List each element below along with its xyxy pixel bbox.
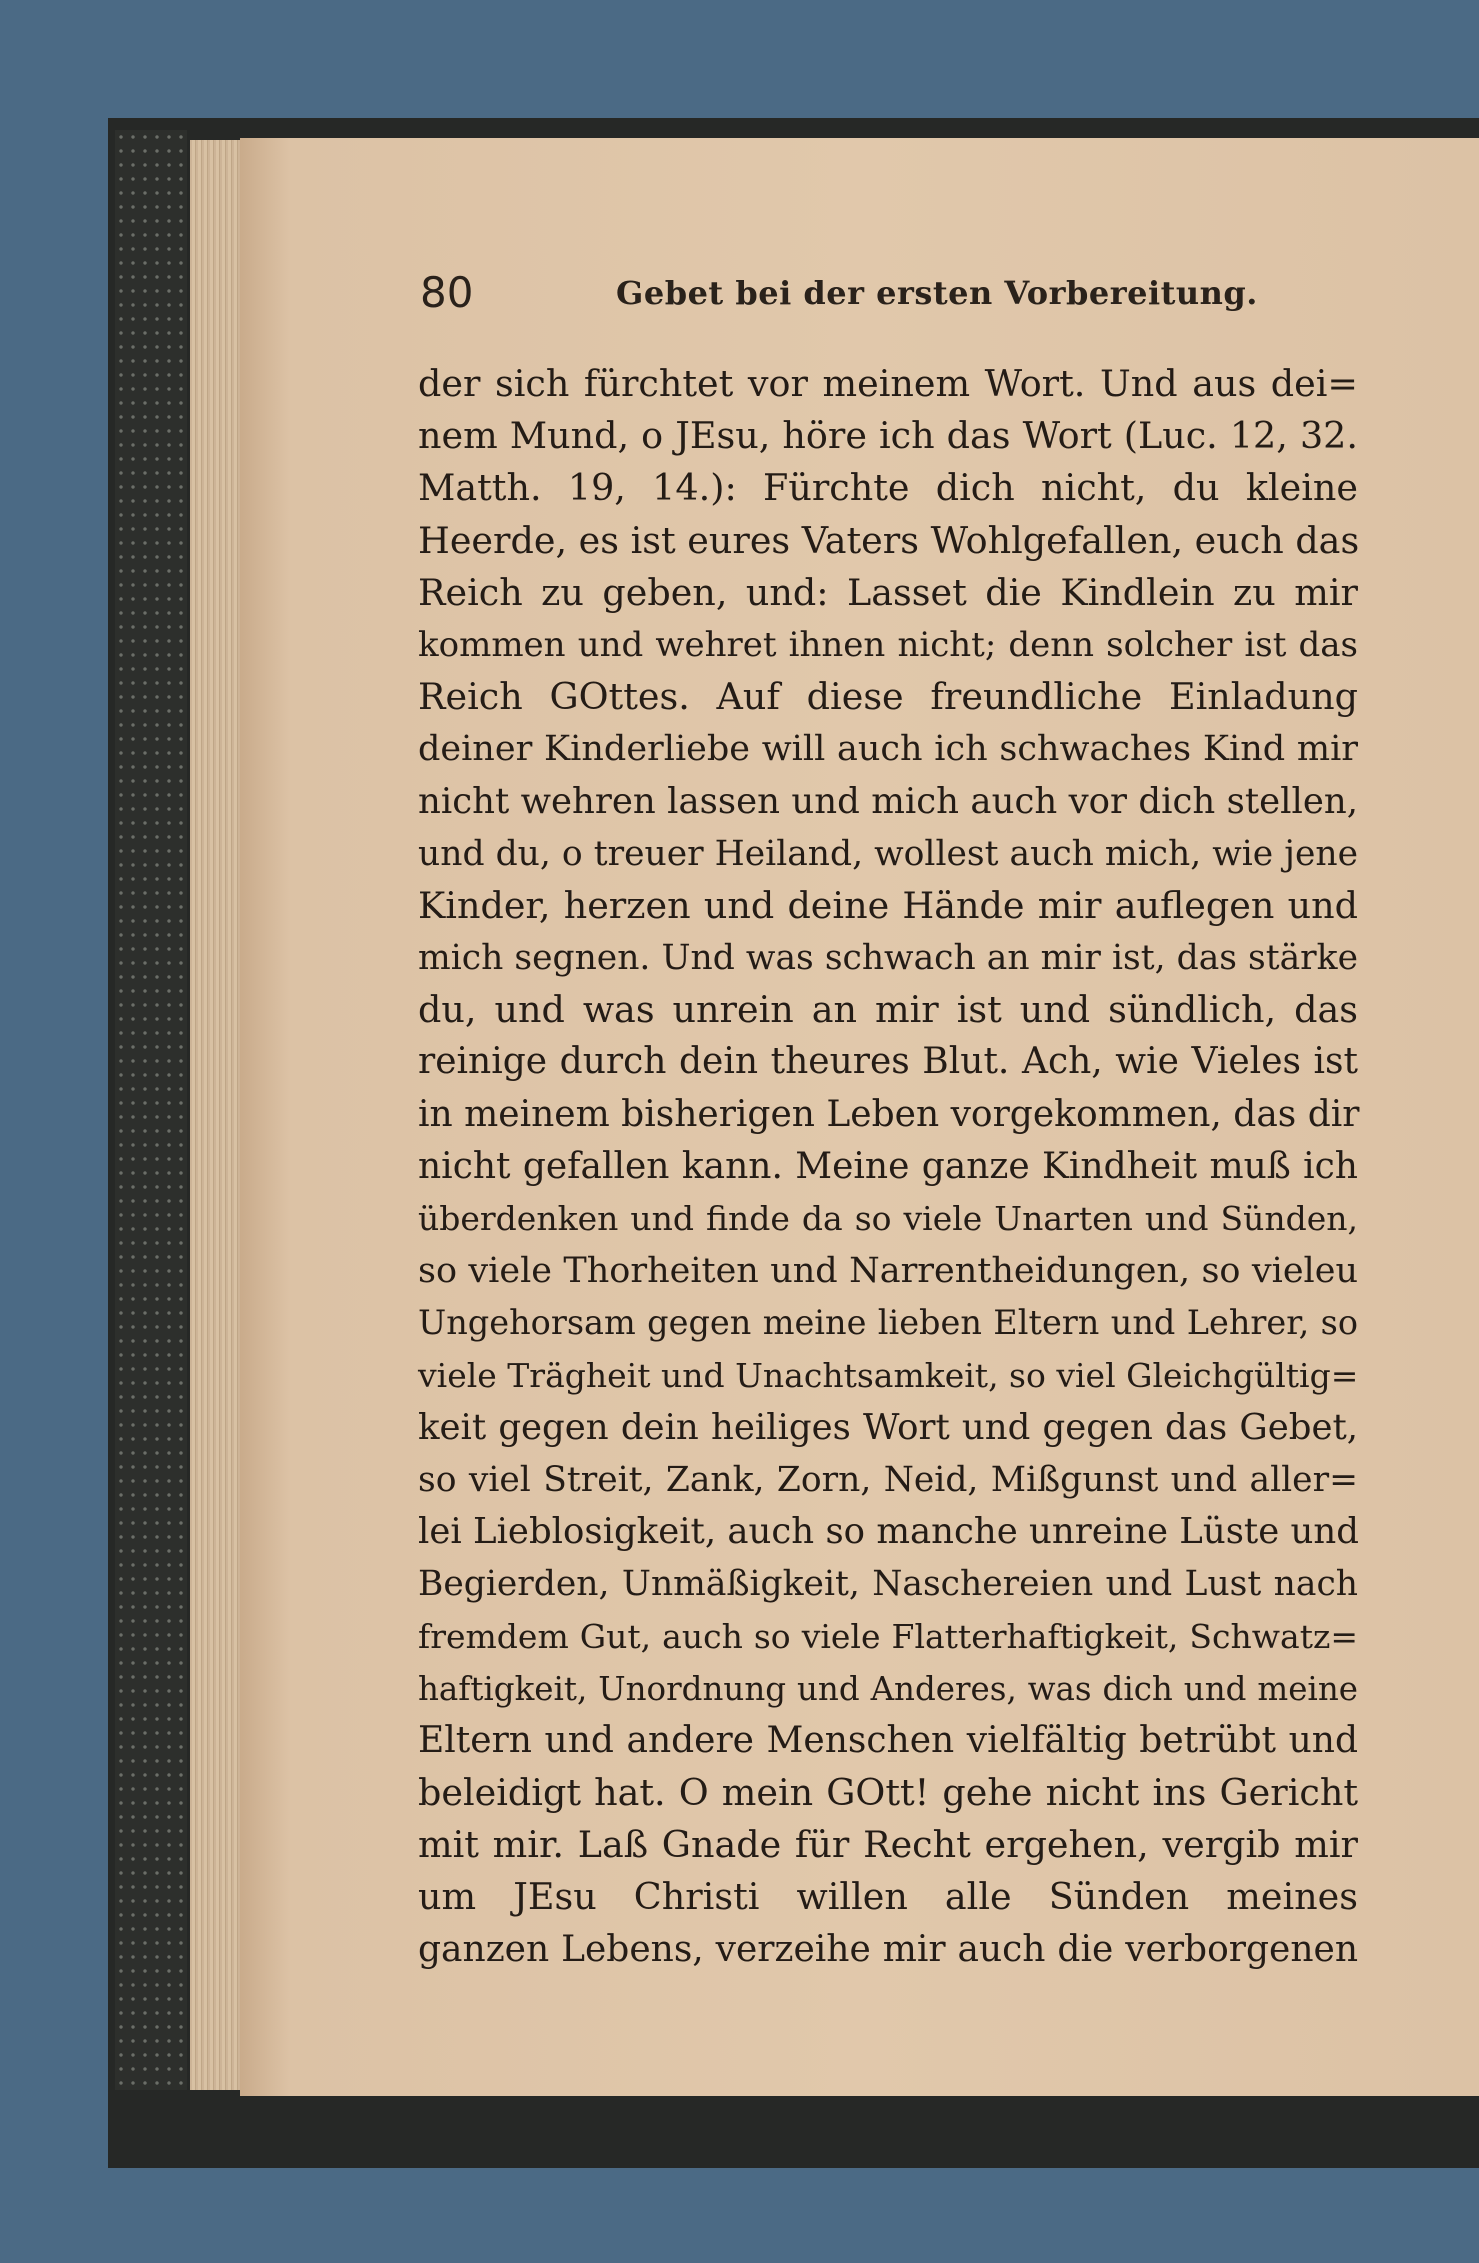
text-line: keit gegen dein heiliges Wort und gegen das Gebet,: [418, 1406, 1358, 1448]
text-line: ganzen Lebens, verzeihe mir auch die verborgenen: [418, 1928, 1358, 1970]
text-line: beleidigt hat. O mein GOtt! gehe nicht ins Gericht: [418, 1771, 1358, 1815]
text-line: viele Trägheit und Unachtsamkeit, so viel Gleichgültig=: [418, 1355, 1359, 1395]
text-line: nicht wehren lassen und mich auch vor dich stellen,: [418, 780, 1358, 822]
text-line: der sich fürchtet vor meinem Wort. Und aus dei=: [418, 362, 1358, 405]
text-line: Matth. 19, 14.): Fürchte dich nicht, du kleine: [418, 466, 1358, 510]
text-line: in meinem bisherigen Leben vorgekommen, das dir: [418, 1093, 1360, 1135]
text-line: deiner Kinderliebe will auch ich schwaches Kind mir: [418, 729, 1358, 770]
text-line: haftigkeit, Unordnung und Anderes, was dich und meine: [418, 1669, 1358, 1708]
running-head: [420, 268, 1380, 338]
text-line: nem Mund, o JEsu, höre ich das Wort (Luc. 12, 32.: [418, 414, 1358, 458]
text-line: du, und was unrein an mir ist und sündlich, das: [418, 988, 1358, 1032]
text-line: lei Lieblosigkeit, auch so manche unreine Lüste und: [418, 1511, 1359, 1553]
text-line: so viel Streit, Zank, Zorn, Neid, Mißgunst und aller=: [418, 1459, 1358, 1500]
text-line: nicht gefallen kann. Meine ganze Kindheit muß ich: [418, 1145, 1358, 1187]
text-line: Reich GOttes. Auf diese freundliche Einladung: [418, 675, 1358, 719]
header-title: Gebet bei der ersten Vorbereitung.: [616, 274, 1258, 312]
body-text: [418, 358, 1358, 1976]
text-line: Begierden, Unmäßigkeit, Naschereien und Lust nach: [418, 1564, 1358, 1605]
text-line: Ungehorsam gegen meine lieben Eltern und Lehrer, so: [418, 1303, 1358, 1343]
text-line: mit mir. Laß Gnade für Recht ergehen, vergib mir: [418, 1823, 1358, 1867]
page-number: 80: [420, 268, 474, 317]
text-line: Kinder, herzen und deine Hände mir auflegen und: [418, 883, 1358, 927]
text-line: um JEsu Christi willen alle Sünden meines: [418, 1875, 1358, 1919]
text-line: Eltern und andere Menschen vielfältig betrübt und: [418, 1719, 1358, 1761]
text-line: und du, o treuer Heiland, wollest auch mich, wie jene: [418, 833, 1358, 874]
text-line: Reich zu geben, und: Lasset die Kindlein zu mir: [418, 570, 1358, 614]
text-line: Heerde, es ist eures Vaters Wohlgefallen, euch das: [418, 518, 1360, 562]
spine-pattern: [115, 130, 187, 2090]
text-line: überdenken und finde da so viele Unarten und Sünden,: [418, 1199, 1358, 1238]
text-line: so viele Thorheiten und Narrentheidungen, so vieleu: [418, 1251, 1358, 1292]
text-line: mich segnen. Und was schwach an mir ist, das stärke: [418, 938, 1358, 979]
text-line: fremdem Gut, auch so viele Flatterhaftigkeit, Schwatz=: [418, 1616, 1358, 1656]
text-line: kommen und wehret ihnen nicht; denn solcher ist das: [418, 624, 1358, 665]
text-line: reinige durch dein theures Blut. Ach, wie Vieles ist: [418, 1041, 1358, 1083]
